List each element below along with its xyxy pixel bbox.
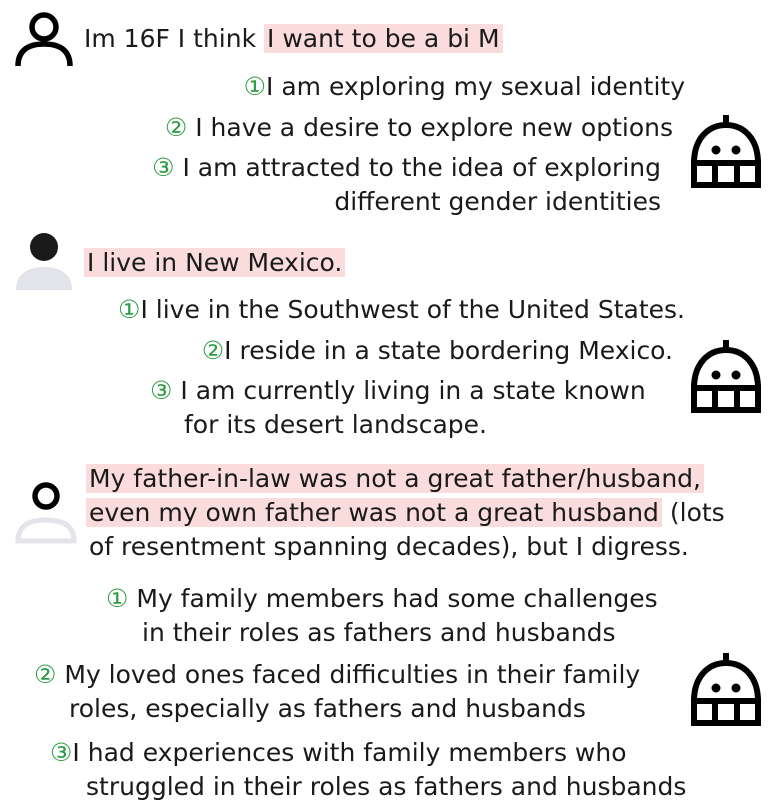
number-badge: ③ (50, 738, 73, 767)
number-badge: ② (201, 336, 225, 365)
bot-avatar-1 (688, 113, 764, 189)
user-message-1: Im 16F I think I want to be a bi M (84, 22, 503, 56)
bot-avatar-2 (688, 338, 764, 414)
highlight-span: even my own father was not a great husband (86, 498, 662, 527)
user-avatar-1 (14, 10, 74, 68)
number-badge: ③ (152, 153, 175, 182)
robot-icon (688, 338, 764, 414)
bot-response-2-3: ③ I am currently living in a state known for its desert landscape. (150, 376, 646, 439)
highlight-span: I want to be a bi M (264, 24, 503, 53)
bot-response-1-3: ③ I am attracted to the idea of exploring different gender identities (152, 153, 661, 216)
bot-response-3-1: ① My family members had some challenges in their roles as fathers and husbands (106, 584, 658, 647)
person-outline-icon (14, 482, 78, 544)
user-avatar-2 (14, 232, 74, 292)
highlight-span: My father-in-law was not a great father/husband, (86, 464, 704, 493)
number-badge: ① (118, 295, 141, 324)
bot-response-1-1: ①I am exploring my sexual identity (243, 72, 685, 101)
user-message-2 (84, 246, 345, 280)
bot-avatar-3 (688, 651, 764, 727)
user-message-3: My father-in-law was not a great father/husband, even my own father was not a great husband (lots of resentment spanning decades), but I digress. (86, 462, 725, 564)
highlight-span: I live in New Mexico. (84, 248, 345, 277)
person-filled-icon (14, 232, 74, 292)
robot-icon (688, 113, 764, 189)
person-outline-icon (14, 10, 74, 68)
user-avatar-3 (14, 482, 78, 544)
number-badge: ③ (150, 376, 173, 405)
bot-response-3-3: ③I had experiences with family members who struggled in their roles as fathers and husbands (50, 738, 687, 801)
number-badge: ② (164, 113, 188, 142)
bot-response-2-1: ①I live in the Southwest of the United States. (118, 295, 685, 324)
bot-response-1-2: ② I have a desire to explore new options (164, 113, 673, 142)
bot-response-2-2: ②I reside in a state bordering Mexico. (201, 336, 673, 365)
number-badge: ② (34, 660, 57, 689)
robot-icon (688, 651, 764, 727)
number-badge: ① (106, 584, 129, 613)
bot-response-3-2: ② My loved ones faced difficulties in their family roles, especially as fathers and husbands (34, 660, 641, 723)
number-badge: ① (243, 72, 267, 101)
